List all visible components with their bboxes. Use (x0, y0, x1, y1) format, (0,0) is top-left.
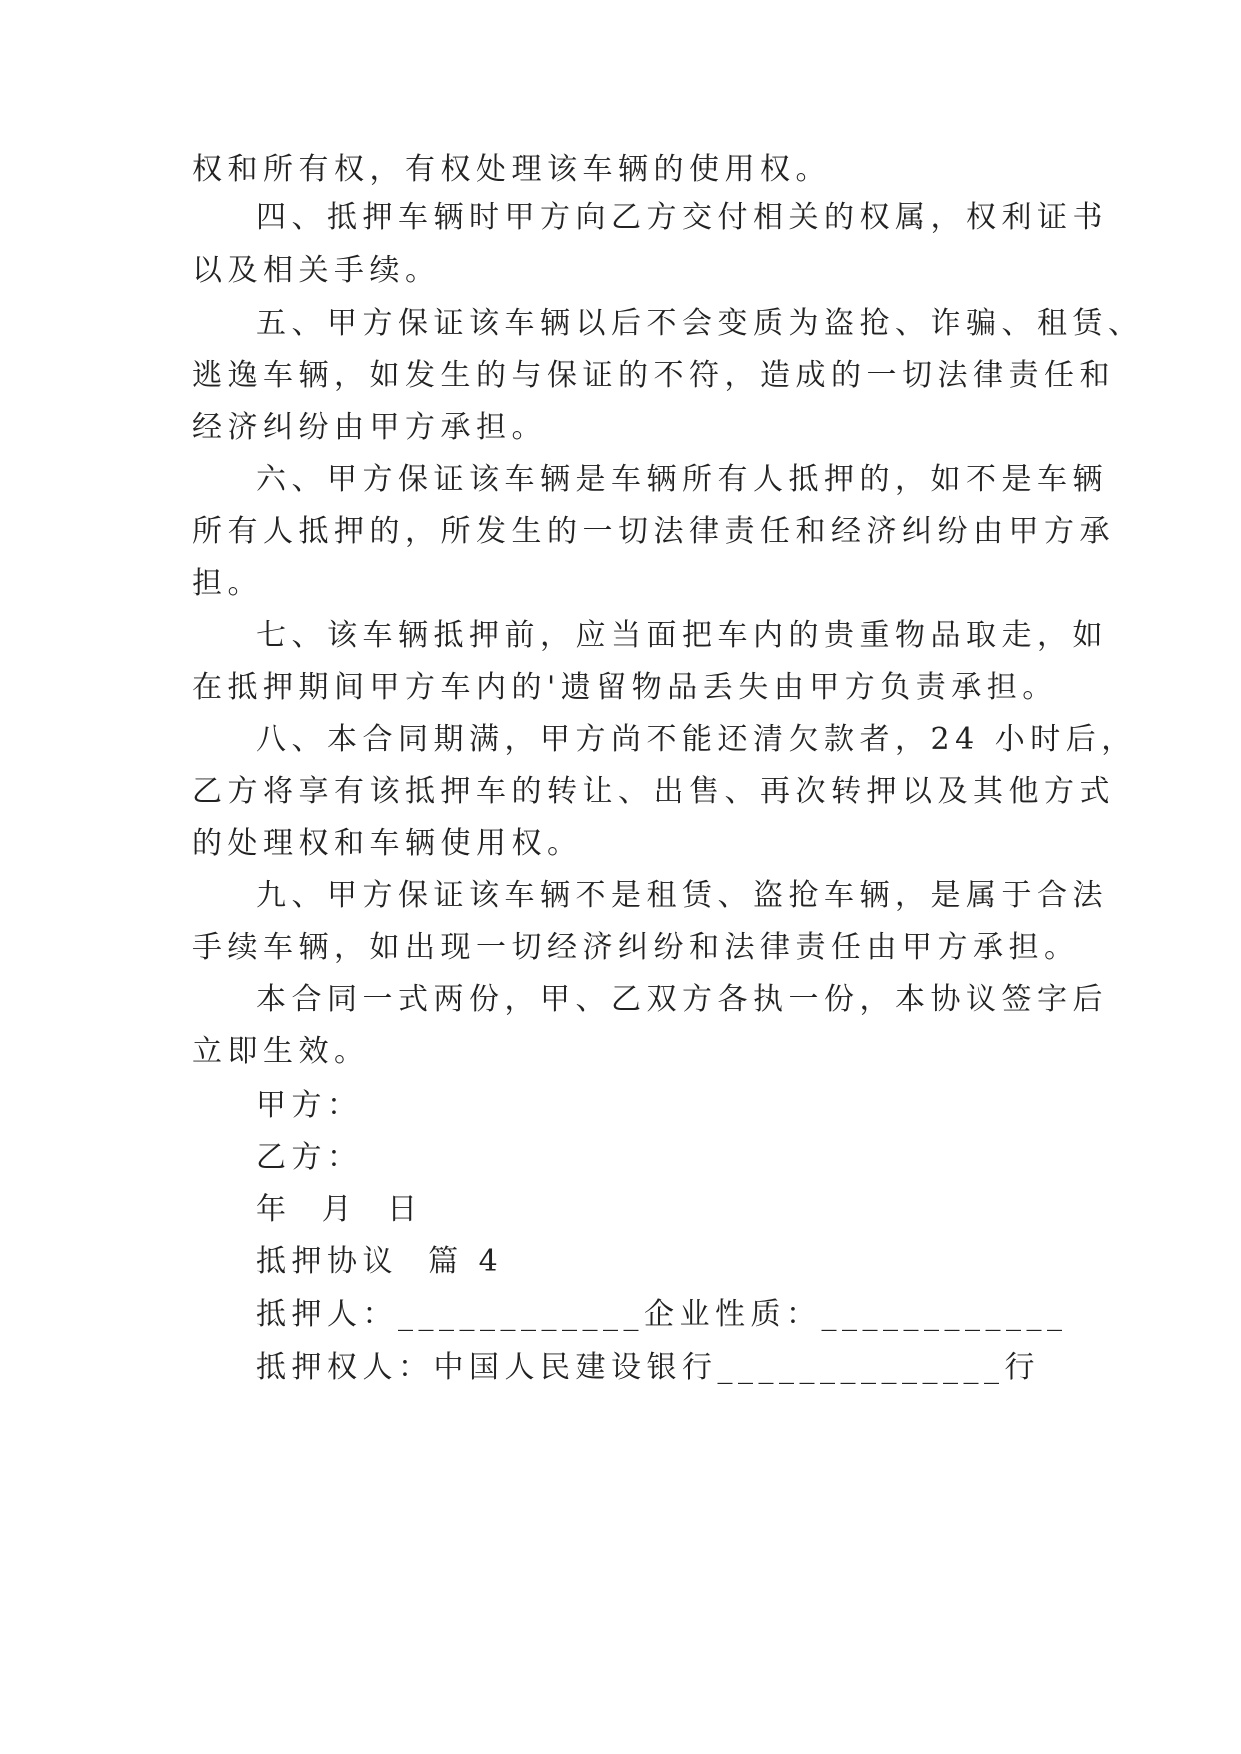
paragraph-line: 以及相关手续。 (192, 253, 441, 288)
paragraph-line: 在抵押期间甲方车内的'遗留物品丢失由甲方负责承担。 (192, 670, 1058, 705)
date-line: 年 月 日 (256, 1192, 423, 1227)
paragraph-line: 担。 (192, 566, 263, 601)
party-a-label: 甲方： (256, 1088, 363, 1123)
mortgagee-field-line: 抵押权人：中国人民建设银行______________行 (256, 1350, 1040, 1385)
paragraph-line: 逃逸车辆，如发生的与保证的不符，造成的一切法律责任和 (192, 358, 1115, 393)
paragraph-line: 六、甲方保证该车辆是车辆所有人抵押的，如不是车辆 (256, 462, 1108, 497)
paragraph-line: 的处理权和车辆使用权。 (192, 826, 583, 861)
paragraph-line: 手续车辆，如出现一切经济纠纷和法律责任由甲方承担。 (192, 930, 1080, 965)
paragraph-line: 八、本合同期满，甲方尚不能还清欠款者，24 小时后， (256, 722, 1137, 757)
paragraph-line: 经济纠纷由甲方承担。 (192, 410, 547, 445)
paragraph-line: 立即生效。 (192, 1034, 370, 1069)
mortgagor-field-line: 抵押人：____________企业性质：____________ (256, 1297, 1068, 1332)
paragraph-line: 七、该车辆抵押前，应当面把车内的贵重物品取走，如 (256, 618, 1108, 653)
paragraph-line: 本合同一式两份，甲、乙双方各执一份，本协议签字后 (256, 982, 1108, 1017)
paragraph-line: 五、甲方保证该车辆以后不会变质为盗抢、诈骗、租赁、 (256, 306, 1144, 341)
section-heading: 抵押协议 篇 4 (256, 1244, 504, 1279)
party-b-label: 乙方： (256, 1140, 363, 1175)
paragraph-line: 乙方将享有该抵押车的转让、出售、再次转押以及其他方式 (192, 774, 1115, 809)
paragraph-line: 所有人抵押的，所发生的一切法律责任和经济纠纷由甲方承 (192, 514, 1115, 549)
paragraph-line: 四、抵押车辆时甲方向乙方交付相关的权属，权利证书 (256, 200, 1108, 235)
paragraph-line: 九、甲方保证该车辆不是租赁、盗抢车辆，是属于合法 (256, 878, 1108, 913)
paragraph-line: 权和所有权，有权处理该车辆的使用权。 (192, 152, 831, 187)
